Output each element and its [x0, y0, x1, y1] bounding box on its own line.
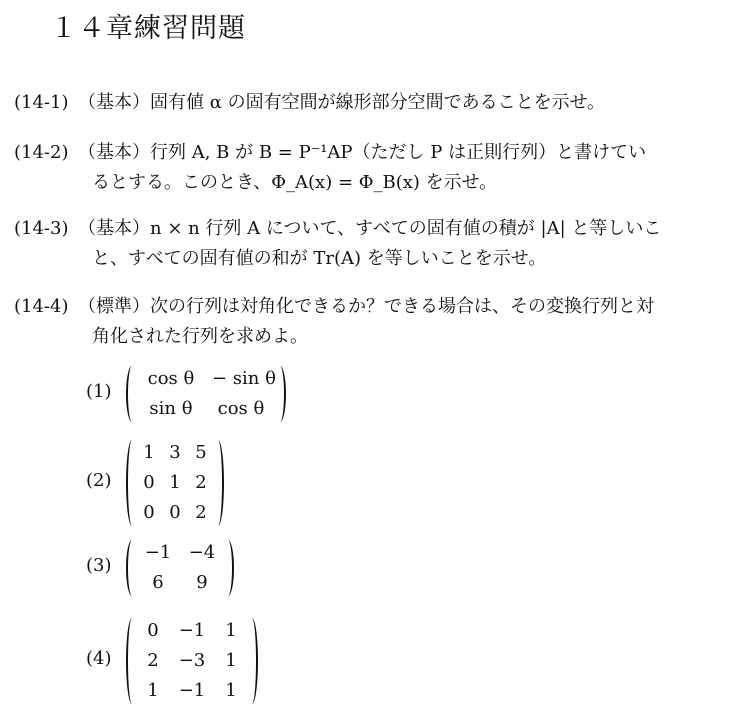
- left-paren: [126, 366, 138, 422]
- matrix-cell: 0: [169, 502, 181, 523]
- matrix-cell: 6: [152, 572, 164, 593]
- matrix-cell: − sin θ: [212, 368, 276, 389]
- matrix-cell: 2: [195, 502, 207, 523]
- problem-14-2: [14, 138, 719, 198]
- problem-text-line2: 角化された行列を求めよ。: [92, 326, 308, 347]
- matrix: [126, 540, 234, 596]
- problem-text-line1: （標準）次の行列は対角化できるか？できる場合は、その変換行列と対: [78, 296, 654, 317]
- matrix-cell: −1: [178, 680, 206, 701]
- left-paren: [126, 540, 138, 596]
- matrix-cell: cos θ: [147, 368, 195, 389]
- problem-number: (14-3): [14, 218, 69, 239]
- problem-14-4: [14, 292, 719, 352]
- problem-number: (14-1): [14, 92, 69, 113]
- matrix-cell: 2: [147, 650, 159, 671]
- matrix-cell: 1: [147, 680, 159, 701]
- matrix-label: (1): [86, 381, 112, 402]
- right-paren: [212, 440, 224, 526]
- matrix: [126, 366, 286, 422]
- matrix-cell: 0: [147, 620, 159, 641]
- problem-number: (14-4): [14, 296, 69, 317]
- matrix-cell: 1: [225, 680, 237, 701]
- problem-text-line1: （基本）n × n 行列 A について、すべての固有値の積が |A| と等しいこ: [78, 218, 662, 239]
- left-paren: [126, 618, 138, 704]
- matrix-label: (2): [86, 470, 112, 491]
- matrix-cell: sin θ: [149, 398, 193, 419]
- right-paren: [274, 366, 286, 422]
- matrix-cell: 1: [169, 472, 181, 493]
- right-paren: [246, 618, 258, 704]
- matrix-cell: −1: [178, 620, 206, 641]
- matrix-cell: −1: [144, 542, 172, 563]
- matrix-cell: 2: [195, 472, 207, 493]
- matrix: [126, 618, 258, 704]
- matrix-cell: 1: [143, 442, 155, 463]
- problem-number: (14-2): [14, 142, 69, 163]
- left-paren: [126, 440, 138, 526]
- matrix-label: (4): [86, 648, 112, 669]
- matrix-cell: 3: [169, 442, 181, 463]
- matrix-cell: −4: [188, 542, 216, 563]
- page-title: １４章練習問題: [50, 13, 246, 44]
- matrix: [126, 440, 224, 526]
- problem-text-line1: （基本）固有値 α の固有空間が線形部分空間であることを示せ。: [78, 92, 606, 113]
- matrix-label: (3): [86, 555, 112, 576]
- problem-14-1: [14, 88, 719, 118]
- problem-text-line1: （基本）行列 A, B が B = P⁻¹AP（ただし P は正則行列）と書けてい: [78, 142, 647, 163]
- problem-text-line2: るとする。このとき、Φ_A(x) = Φ_B(x) を示せ。: [92, 172, 498, 193]
- problem-text-line2: と、すべての固有値の和が Tr(A) を等しいことを示せ。: [92, 248, 547, 269]
- matrix-cell: 0: [143, 472, 155, 493]
- matrix-cell: 1: [225, 650, 237, 671]
- matrix-cell: cos θ: [217, 398, 265, 419]
- matrix-cell: 0: [143, 502, 155, 523]
- problem-14-3: [14, 214, 719, 274]
- matrix-cell: 1: [225, 620, 237, 641]
- right-paren: [222, 540, 234, 596]
- matrix-cell: 9: [196, 572, 208, 593]
- matrix-cell: −3: [178, 650, 206, 671]
- matrix-cell: 5: [195, 442, 207, 463]
